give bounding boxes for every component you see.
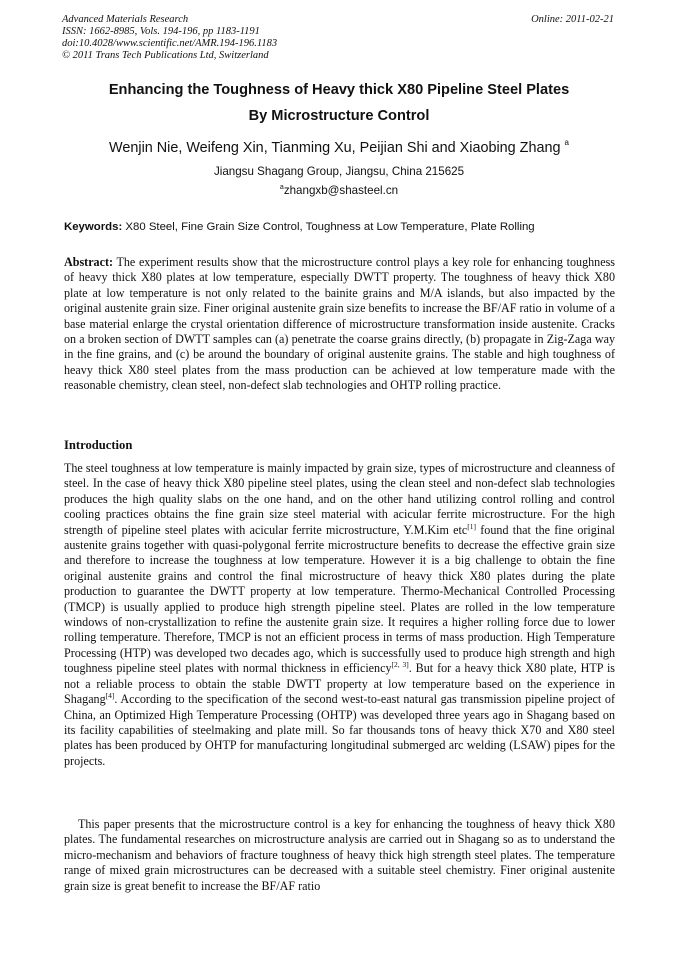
intro-p1-part-b: found that the fine original austenite grains together with quasi-polygonal ferrite microstructure benefits to decrease the effective grain size and therefore to increase the toughness at low temperature. However it is a big challenge to obtain the fine original austenite grains and control the final microstructure of heavy thick X80 plates during the plate production to guarantee the DWTT property at low temperature. Thermo-Mechanical Controlled Processing (TMCP) is usually applied to produce high strength pipeline steel. Plates are rolled in the low temperature windows of non-crystallization to refine the austenite grain size. It requires a higher rolling force due to lower rolling temperature. Therefore, TMCP is not an efficient process in terms of mass production. High Temperature Processing (HTP) was developed two decades ago, which is successfully used to produce high strength and high toughness pipeline steel plates with normal thickness in efficiency — [64, 522, 615, 676]
intro-p1-part-a: The steel toughness at low temperature is mainly impacted by grain size, types of microstructure and cleanness of steel. In the case of heavy thick X80 pipeline steel plates, using the clean steel and non-defect slab technologies produces the high quality slabs on the one hand, and on the other hand utilizing control rolling and control cooling practices obtains the fine grain size steel material with acicular ferrite microstructure. For the high strength of pipeline steel plates with acicular ferrite microstructure, Y.M.Kim etc — [64, 461, 615, 537]
copyright-line: © 2011 Trans Tech Publications Ltd, Switzerland — [62, 50, 269, 61]
author-list — [40, 138, 638, 156]
citation-1[interactable]: [1] — [467, 521, 476, 531]
citation-2-3[interactable]: [2, 3] — [391, 660, 409, 670]
abstract — [64, 255, 615, 394]
journal-name: Advanced Materials Research — [62, 14, 189, 25]
paper-title-line-2: By Microstructure Control — [248, 108, 430, 124]
paper-title-line-1: Enhancing the Toughness of Heavy thick X80 Pipeline Steel Plates — [108, 82, 570, 98]
citation-4[interactable]: [4] — [105, 691, 115, 701]
online-date: Online: 2011-02-21 — [531, 14, 614, 25]
author-superscript: a — [564, 138, 569, 147]
abstract-text: The experiment results show that the microstructure control plays a key role for enhancing toughness of heavy thick X80 plates at low temperature, especially DWTT property. The toughness of heavy thick X80 plate at low temperature is not only related to the bainite grains and M/A islands, but also impacted by the original austenite grain size. Finer original austenite grain size benefits to increase the BF/AF ratio in volume of a base material enlarge the crystal orientation difference of microstructure transformation inside austenite. Cracks on a broken section of DWTT samples can (a) penetrate the coarse grains directly, (b) propagate in Zig-Zaga way in the fine grains, and (c) be around the boundary of original austenite grains. The stable and high toughness of heavy thick X80 steel plates from the mass production can be achieved at low temperature made with the reasonable chemistry, clean steel, non-defect slab technologies and OHTP rolling practice. — [64, 255, 616, 393]
email-line — [40, 184, 638, 197]
intro-p1-part-c: . But for a heavy thick X80 plate, HTP is not a reliable process to obtain the stable DWTT property at low temperature based on the experience in Shagang — [64, 661, 616, 707]
section-heading-introduction: Introduction — [64, 438, 133, 452]
intro-paragraph-1 — [64, 461, 615, 769]
doi-line: doi:10.4028/www.scientific.net/AMR.194-196.1183 — [62, 38, 278, 49]
issn-line: ISSN: 1662-8985, Vols. 194-196, pp 1183-1191 — [62, 26, 260, 37]
author-names: Wenjin Nie, Weifeng Xin, Tianming Xu, Peijian Shi and Xiaobing Zhang — [109, 140, 561, 156]
intro-paragraph-2: This paper presents that the microstructure control is a key for enhancing the toughness of heavy thick X80 plates. The fundamental researches on microstructure analysis are carried out in Shagang so as to understand the micro-mechanism and behaviors of fracture toughness of heavy thick high strength steel plates. The temperature range of mixed grain microstructures can be decreased with a suitable steel chemistry. Finer original austenite grain size is great benefit to increase the BF/AF ratio — [64, 817, 615, 893]
keywords-label: Keywords: — [64, 221, 123, 233]
journal-header — [62, 14, 614, 62]
email-address[interactable]: zhangxb@shasteel.cn — [283, 184, 399, 197]
intro-p1-part-d: . According to the specification of the second west-to-east natural gas transmission pipeline project of China, an Optimized High Temperature Processing (OHTP) was developed three years ago in Shagang based on its facility capabilities of steelmaking and plate mill. So far thousands tons of heavy thick X70 and X80 steel plates has been produced by OHTP for manufacturing longitudinal submerged arc welding (LSAW) pipes for the projects. — [64, 692, 615, 768]
keywords-text: X80 Steel, Fine Grain Size Control, Toughness at Low Temperature, Plate Rolling — [125, 221, 535, 233]
keywords — [64, 221, 624, 233]
abstract-label: Abstract: — [64, 255, 114, 269]
email-superscript: a — [279, 184, 284, 191]
affiliation: Jiangsu Shagang Group, Jiangsu, China 215625 — [213, 165, 465, 178]
